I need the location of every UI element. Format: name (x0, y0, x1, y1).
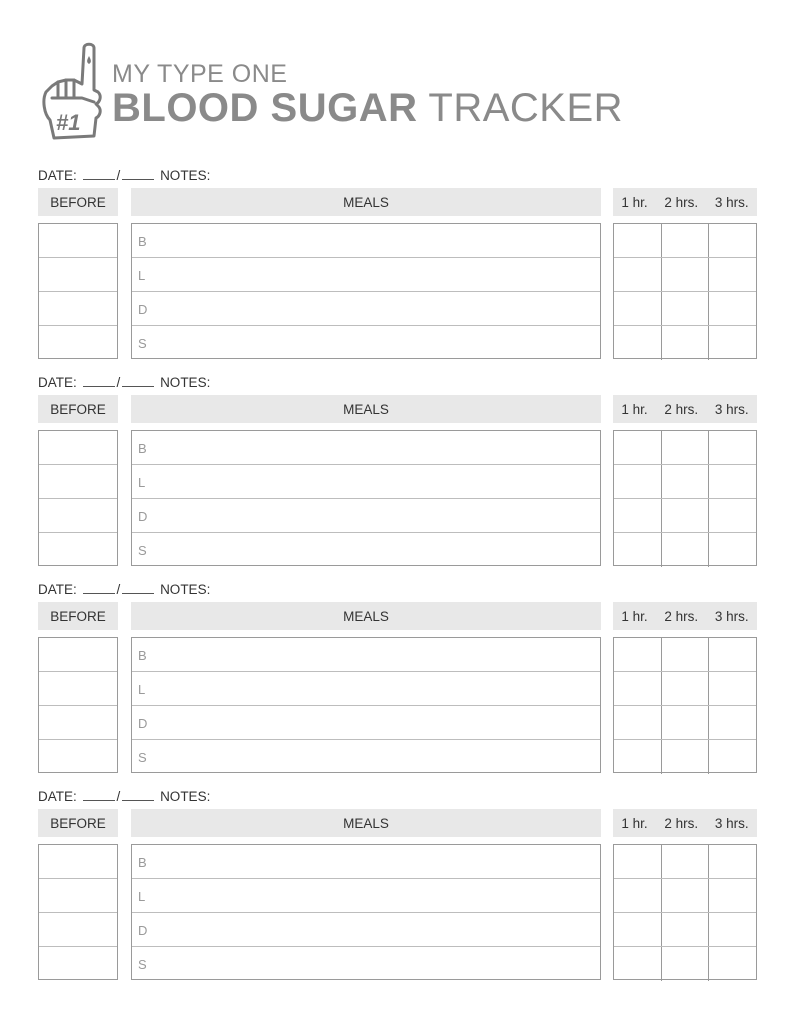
date-month-blank[interactable] (83, 376, 115, 387)
meal-row[interactable] (132, 845, 600, 879)
meals-header: MEALS (131, 395, 601, 423)
hr1-cell[interactable] (614, 879, 662, 912)
date-day-blank[interactable] (122, 376, 154, 387)
hr3-cell[interactable] (709, 706, 756, 739)
before-header: BEFORE (38, 395, 118, 423)
hr1-cell[interactable] (614, 845, 662, 878)
hours-row (614, 638, 756, 672)
hr2-cell[interactable] (662, 947, 710, 981)
meal-row[interactable] (132, 947, 600, 981)
hr1-cell[interactable] (614, 326, 662, 360)
date-day-blank[interactable] (122, 169, 154, 180)
meal-letter: L (138, 475, 146, 490)
hr3-cell[interactable] (709, 845, 756, 878)
hr1-cell[interactable] (614, 672, 662, 705)
hr1-cell[interactable] (614, 947, 662, 981)
log-section (38, 789, 758, 989)
hours-header (613, 809, 757, 837)
title-line-1: MY TYPE ONE (112, 60, 288, 88)
before-cell[interactable] (39, 533, 117, 567)
meal-row[interactable] (132, 326, 600, 360)
meal-row[interactable] (132, 465, 600, 499)
hr1-cell[interactable] (614, 913, 662, 946)
hr1-label: 1 hr. (621, 401, 648, 417)
title-light: TRACKER (428, 86, 624, 130)
meals-box (131, 223, 601, 359)
hr1-cell[interactable] (614, 258, 662, 291)
meal-letter: S (138, 750, 147, 765)
page-header (38, 40, 758, 150)
before-cell[interactable] (39, 879, 117, 913)
date-label: DATE: (38, 582, 77, 597)
notes-label: NOTES: (160, 789, 211, 804)
hours-box (613, 637, 757, 773)
hr3-label: 3 hrs. (714, 401, 749, 417)
hr2-cell[interactable] (662, 706, 710, 739)
hr3-label: 3 hrs. (714, 608, 749, 624)
hr1-cell[interactable] (614, 465, 662, 498)
meal-letter: S (138, 543, 147, 558)
hr2-cell[interactable] (662, 465, 710, 498)
hr2-cell[interactable] (662, 431, 710, 464)
meal-row[interactable] (132, 292, 600, 326)
hours-box (613, 223, 757, 359)
hr2-cell[interactable] (662, 740, 710, 774)
before-cell[interactable] (39, 465, 117, 499)
date-slash: / (116, 789, 121, 804)
date-slash: / (116, 375, 121, 390)
hr3-cell[interactable] (709, 431, 756, 464)
date-notes-line (38, 375, 210, 390)
date-month-blank[interactable] (83, 790, 115, 801)
hr2-cell[interactable] (662, 638, 710, 671)
meal-letter: D (138, 923, 148, 938)
hr2-cell[interactable] (662, 258, 710, 291)
before-box (38, 844, 118, 980)
hr3-cell[interactable] (709, 258, 756, 291)
meals-box (131, 844, 601, 980)
meals-header: MEALS (131, 809, 601, 837)
meal-letter: B (138, 855, 147, 870)
hours-box (613, 844, 757, 980)
notes-label: NOTES: (160, 375, 211, 390)
meal-row[interactable] (132, 740, 600, 774)
date-slash: / (116, 168, 121, 183)
hr3-cell[interactable] (709, 879, 756, 912)
notes-label: NOTES: (160, 168, 211, 183)
hr3-cell[interactable] (709, 292, 756, 325)
meal-row[interactable] (132, 499, 600, 533)
notes-label: NOTES: (160, 582, 211, 597)
meal-row[interactable] (132, 224, 600, 258)
meals-box (131, 430, 601, 566)
meal-letter: S (138, 336, 147, 351)
hr2-cell[interactable] (662, 292, 710, 325)
meal-row[interactable] (132, 879, 600, 913)
before-cell[interactable] (39, 913, 117, 947)
hr2-cell[interactable] (662, 913, 710, 946)
title-bold: BLOOD SUGAR (112, 86, 418, 130)
meals-box (131, 637, 601, 773)
hr3-cell[interactable] (709, 913, 756, 946)
hr2-cell[interactable] (662, 224, 710, 257)
meal-row[interactable] (132, 258, 600, 292)
before-cell[interactable] (39, 292, 117, 326)
hours-box (613, 430, 757, 566)
hours-row (614, 292, 756, 326)
log-section (38, 375, 758, 575)
hours-row (614, 672, 756, 706)
hr3-cell[interactable] (709, 672, 756, 705)
before-cell[interactable] (39, 258, 117, 292)
hr3-label: 3 hrs. (714, 194, 749, 210)
hr2-cell[interactable] (662, 845, 710, 878)
before-cell[interactable] (39, 845, 117, 879)
before-cell[interactable] (39, 638, 117, 672)
hr2-label: 2 hrs. (664, 194, 699, 210)
hr2-cell[interactable] (662, 499, 710, 532)
meals-header: MEALS (131, 602, 601, 630)
meal-letter: B (138, 234, 147, 249)
meal-row[interactable] (132, 913, 600, 947)
hr1-cell[interactable] (614, 638, 662, 671)
date-day-blank[interactable] (122, 583, 154, 594)
title-line-2 (112, 86, 623, 131)
hr3-cell[interactable] (709, 638, 756, 671)
hours-header (613, 602, 757, 630)
before-cell[interactable] (39, 672, 117, 706)
hr1-cell[interactable] (614, 740, 662, 774)
before-box (38, 430, 118, 566)
meal-letter: L (138, 268, 146, 283)
foam-finger-icon (38, 40, 108, 144)
date-month-blank[interactable] (83, 169, 115, 180)
before-header: BEFORE (38, 602, 118, 630)
hr3-label: 3 hrs. (714, 815, 749, 831)
hr1-cell[interactable] (614, 533, 662, 567)
hours-row (614, 224, 756, 258)
hr2-label: 2 hrs. (664, 608, 699, 624)
meal-row[interactable] (132, 638, 600, 672)
hours-row (614, 706, 756, 740)
hours-row (614, 845, 756, 879)
meal-letter: D (138, 716, 148, 731)
meal-letter: L (138, 682, 146, 697)
date-month-blank[interactable] (83, 583, 115, 594)
hr1-cell[interactable] (614, 292, 662, 325)
svg-text:#1: #1 (56, 110, 81, 135)
before-cell[interactable] (39, 706, 117, 740)
hr1-cell[interactable] (614, 706, 662, 739)
date-label: DATE: (38, 375, 77, 390)
hours-row (614, 465, 756, 499)
before-header: BEFORE (38, 188, 118, 216)
date-label: DATE: (38, 789, 77, 804)
hr2-cell[interactable] (662, 672, 710, 705)
hr3-cell[interactable] (709, 533, 756, 567)
log-section (38, 168, 758, 368)
meal-row[interactable] (132, 533, 600, 567)
hr2-cell[interactable] (662, 879, 710, 912)
meal-letter: D (138, 509, 148, 524)
meal-letter: S (138, 957, 147, 972)
meal-letter: D (138, 302, 148, 317)
hours-row (614, 258, 756, 292)
before-header: BEFORE (38, 809, 118, 837)
hr3-cell[interactable] (709, 499, 756, 532)
before-cell[interactable] (39, 499, 117, 533)
hr2-label: 2 hrs. (664, 401, 699, 417)
meal-letter: L (138, 889, 146, 904)
meal-letter: B (138, 648, 147, 663)
hours-row (614, 879, 756, 913)
meal-letter: B (138, 441, 147, 456)
before-cell[interactable] (39, 326, 117, 360)
before-cell[interactable] (39, 947, 117, 981)
hr1-cell[interactable] (614, 499, 662, 532)
hr2-cell[interactable] (662, 326, 710, 360)
hr1-cell[interactable] (614, 224, 662, 257)
hr2-cell[interactable] (662, 533, 710, 567)
hours-row (614, 740, 756, 774)
hours-row (614, 499, 756, 533)
hr2-label: 2 hrs. (664, 815, 699, 831)
meal-row[interactable] (132, 672, 600, 706)
hr1-label: 1 hr. (621, 608, 648, 624)
hours-header (613, 395, 757, 423)
hours-row (614, 913, 756, 947)
hr1-label: 1 hr. (621, 194, 648, 210)
meal-row[interactable] (132, 706, 600, 740)
date-slash: / (116, 582, 121, 597)
before-cell[interactable] (39, 740, 117, 774)
before-cell[interactable] (39, 431, 117, 465)
date-notes-line (38, 168, 210, 183)
hr3-cell[interactable] (709, 465, 756, 498)
date-day-blank[interactable] (122, 790, 154, 801)
hr3-cell[interactable] (709, 224, 756, 257)
before-box (38, 637, 118, 773)
before-cell[interactable] (39, 224, 117, 258)
log-section (38, 582, 758, 782)
hr3-cell[interactable] (709, 740, 756, 774)
hr3-cell[interactable] (709, 326, 756, 360)
hr1-cell[interactable] (614, 431, 662, 464)
date-label: DATE: (38, 168, 77, 183)
hours-row (614, 533, 756, 567)
meal-row[interactable] (132, 431, 600, 465)
hours-row (614, 947, 756, 981)
before-box (38, 223, 118, 359)
hr3-cell[interactable] (709, 947, 756, 981)
hr1-label: 1 hr. (621, 815, 648, 831)
date-notes-line (38, 789, 210, 804)
date-notes-line (38, 582, 210, 597)
hours-row (614, 326, 756, 360)
hours-row (614, 431, 756, 465)
hours-header (613, 188, 757, 216)
meals-header: MEALS (131, 188, 601, 216)
